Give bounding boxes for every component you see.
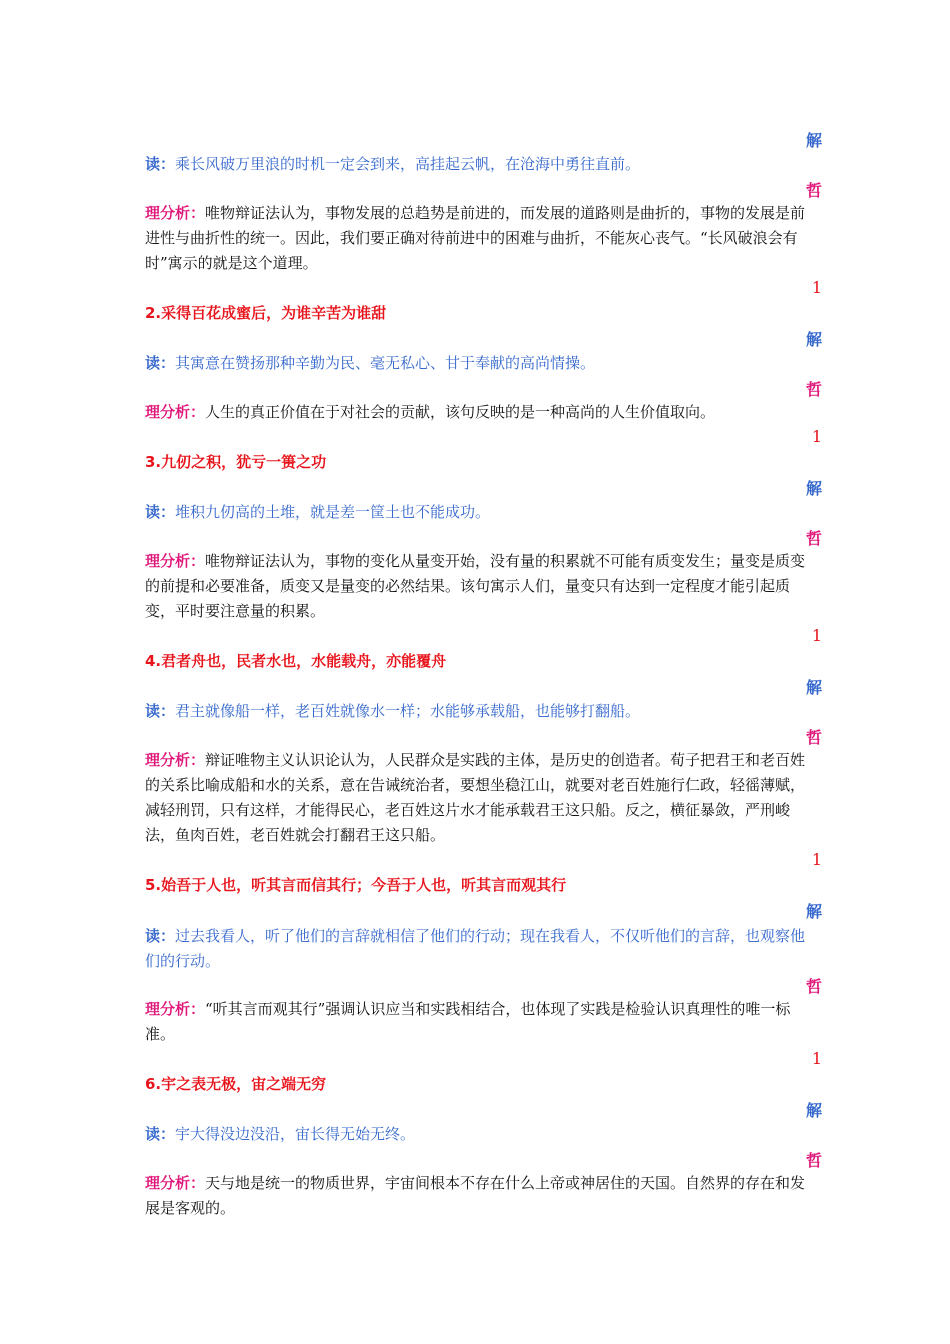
analysis-label: 理分析：: [145, 1000, 206, 1018]
analysis-text: 唯物辩证法认为，事物发展的总趋势是前进的，而发展的道路则是曲折的，事物的发展是前进性与曲折性的统一。因此，我们要正确对待前进中的困难与曲折，不能灰心丧气。“长风破浪会有时”寓示的就是这个道理。: [145, 204, 806, 272]
reading-label: 读：: [145, 927, 176, 945]
analysis-text: “听其言而观其行”强调认识应当和实践相结合，也体现了实践是检验认识真理性的唯一标准。: [145, 1000, 791, 1043]
entry-title: 3.九仞之积，犹亏一篑之功: [145, 453, 327, 471]
number-mark: 1: [811, 278, 822, 297]
jie-mark: 解: [805, 330, 822, 349]
analysis-paragraph: [145, 549, 807, 624]
reading-line: [145, 352, 595, 373]
zhe-mark: 哲: [805, 977, 822, 996]
reading-line: [145, 501, 490, 522]
reading-text: 君主就像船一样，老百姓就像水一样；水能够承载船，也能够打翻船。: [175, 702, 641, 720]
analysis-text: 辩证唯物主义认识论认为，人民群众是实践的主体，是历史的创造者。荀子把君王和老百姓的关系比喻成船和水的关系，意在告诫统治者，要想坐稳江山，就要对老百姓施行仁政，轻徭薄赋，减轻刑罚，只有这样，才能得民心，老百姓这片水才能承载君王这只船。反之，横征暴敛，严刑峻法，鱼肉百姓，老百姓就会打翻君王这只船。: [145, 751, 806, 844]
reading-label: 读：: [145, 155, 176, 173]
reading-text: 其寓意在赞扬那种辛勤为民、毫无私心、甘于奉献的高尚情操。: [175, 354, 596, 372]
reading-line: [145, 700, 640, 721]
jie-mark: 解: [805, 678, 822, 697]
reading-label: 读：: [145, 354, 176, 372]
entry-title: 5.始吾于人也，听其言而信其行；今吾于人也，听其言而观其行: [145, 876, 567, 894]
analysis-label: 理分析：: [145, 204, 206, 222]
reading-line: [145, 1123, 415, 1144]
analysis-label: 理分析：: [145, 1174, 206, 1192]
analysis-paragraph: [145, 748, 807, 848]
zhe-mark: 哲: [805, 529, 822, 548]
reading-label: 读：: [145, 1125, 176, 1143]
zhe-mark: 哲: [805, 181, 822, 200]
analysis-text: 人生的真正价值在于对社会的贡献，该句反映的是一种高尚的人生价值取向。: [205, 403, 716, 421]
number-mark: 1: [811, 626, 822, 645]
analysis-paragraph: [145, 997, 807, 1047]
reading-line: [145, 153, 640, 174]
number-mark: 1: [811, 850, 822, 869]
analysis-text: 天与地是统一的物质世界，宇宙间根本不存在什么上帝或神居住的天国。自然界的存在和发展是客观的。: [145, 1174, 806, 1217]
analysis-text: 唯物辩证法认为，事物的变化从量变开始，没有量的积累就不可能有质变发生；量变是质变的前提和必要准备，质变又是量变的必然结果。该句寓示人们，量变只有达到一定程度才能引起质变，平时要注意量的积累。: [145, 552, 806, 620]
reading-text: 宇大得没边没沿，宙长得无始无终。: [175, 1125, 416, 1143]
analysis-paragraph: [145, 400, 807, 425]
zhe-mark: 哲: [805, 728, 822, 747]
entry-title: 2.采得百花成蜜后，为谁辛苦为谁甜: [145, 304, 387, 322]
reading-label: 读：: [145, 503, 176, 521]
jie-mark: 解: [805, 1101, 822, 1120]
jie-mark: 解: [805, 131, 822, 150]
reading-text: 乘长风破万里浪的时机一定会到来，高挂起云帆，在沧海中勇往直前。: [175, 155, 641, 173]
reading-paragraph: [145, 924, 807, 974]
analysis-label: 理分析：: [145, 552, 206, 570]
entry-title: 6.宇之表无极，宙之端无穷: [145, 1075, 327, 1093]
reading-text: 过去我看人，听了他们的言辞就相信了他们的行动；现在我看人，不仅听他们的言辞，也观察他们的行动。: [145, 927, 806, 970]
entry-title: 4.君者舟也，民者水也，水能载舟，亦能覆舟: [145, 652, 447, 670]
zhe-mark: 哲: [805, 380, 822, 399]
reading-text: 堆积九仞高的土堆，就是差一筐土也不能成功。: [175, 503, 491, 521]
analysis-paragraph: [145, 1171, 807, 1221]
analysis-paragraph: [145, 201, 807, 276]
jie-mark: 解: [805, 479, 822, 498]
analysis-label: 理分析：: [145, 751, 206, 769]
number-mark: 1: [811, 427, 822, 446]
number-mark: 1: [811, 1049, 822, 1068]
zhe-mark: 哲: [805, 1151, 822, 1170]
jie-mark: 解: [805, 902, 822, 921]
reading-label: 读：: [145, 702, 176, 720]
analysis-label: 理分析：: [145, 403, 206, 421]
